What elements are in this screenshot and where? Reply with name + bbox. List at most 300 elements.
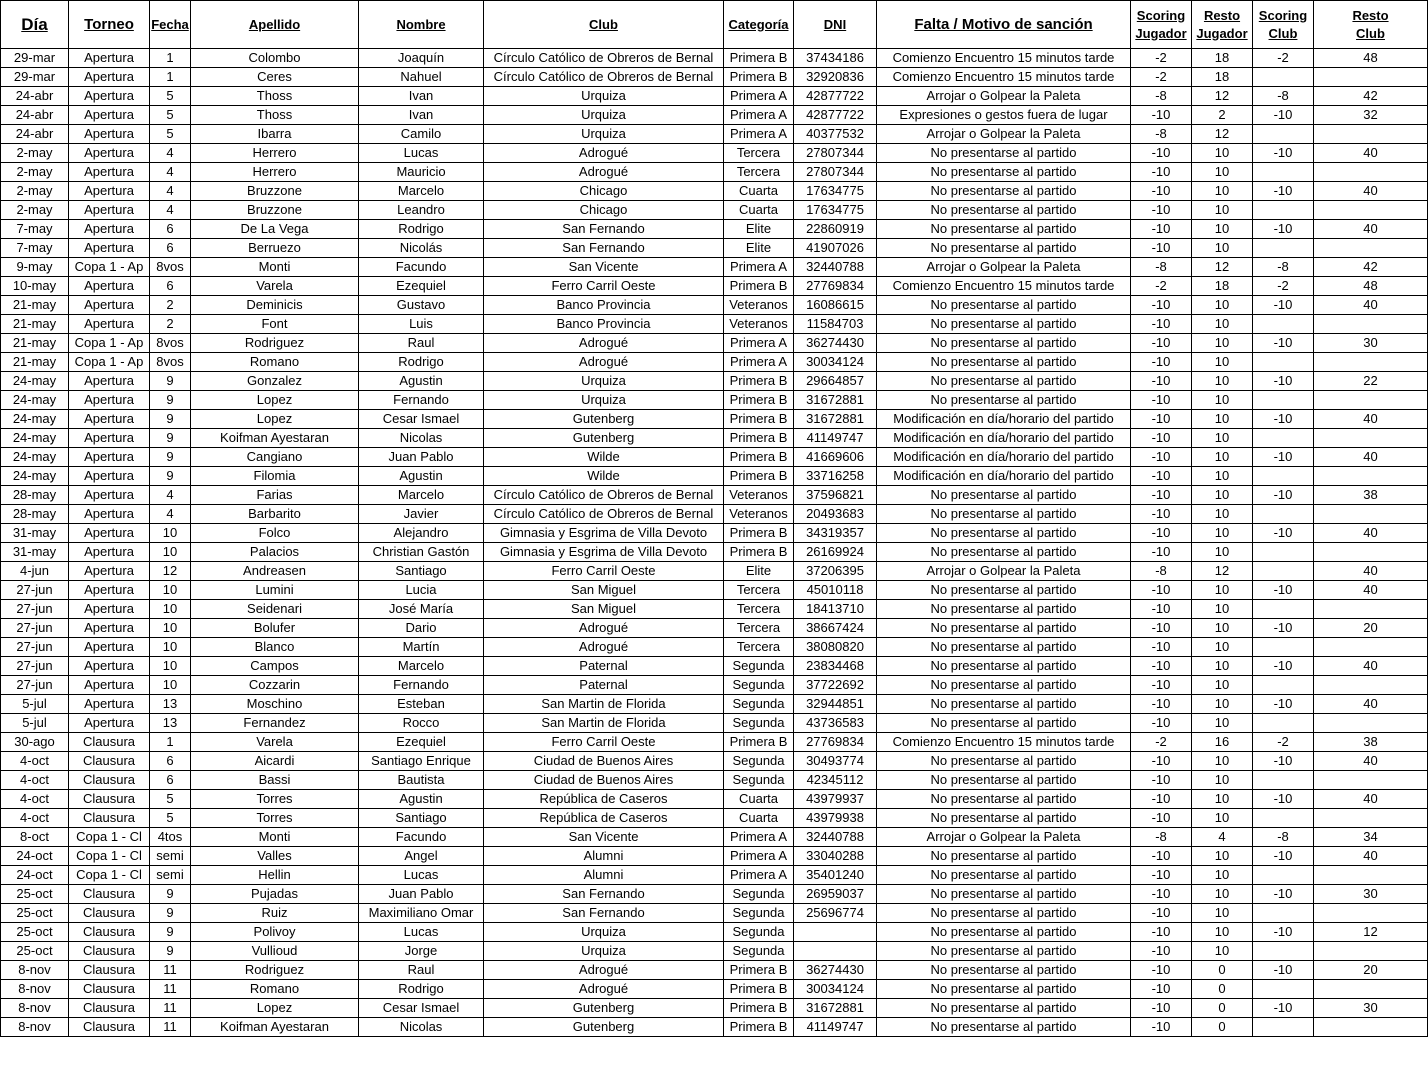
cell-fecha: 9 <box>150 372 191 391</box>
cell-apellido: Romano <box>191 353 359 372</box>
cell-dni: 35401240 <box>794 866 877 885</box>
cell-scoring-jugador: -10 <box>1131 942 1192 961</box>
cell-apellido: Koifman Ayestaran <box>191 429 359 448</box>
cell-club: San Vicente <box>484 828 724 847</box>
cell-scoring-club <box>1253 239 1314 258</box>
cell-fecha: 8vos <box>150 258 191 277</box>
header-scoring-jugador-line2: Jugador <box>1135 25 1187 41</box>
cell-categoria: Segunda <box>724 714 794 733</box>
cell-nombre: Javier <box>359 505 484 524</box>
cell-falta: Modificación en día/horario del partido <box>877 467 1131 486</box>
table-row <box>1 49 1428 68</box>
table-row <box>1 790 1428 809</box>
cell-club: Adrogué <box>484 980 724 999</box>
cell-scoring-club <box>1253 942 1314 961</box>
cell-scoring-club: -10 <box>1253 106 1314 125</box>
table-row <box>1 771 1428 790</box>
cell-torneo: Apertura <box>69 239 150 258</box>
cell-fecha: 8vos <box>150 353 191 372</box>
cell-dni: 26169924 <box>794 543 877 562</box>
cell-dni <box>794 942 877 961</box>
cell-categoria: Segunda <box>724 676 794 695</box>
cell-fecha: 4 <box>150 201 191 220</box>
table-row <box>1 904 1428 923</box>
cell-torneo: Clausura <box>69 980 150 999</box>
header-scoring-club <box>1253 1 1314 49</box>
cell-apellido: Bruzzone <box>191 201 359 220</box>
cell-dni: 43736583 <box>794 714 877 733</box>
cell-club: Chicago <box>484 201 724 220</box>
cell-club: Gutenberg <box>484 429 724 448</box>
cell-resto-club <box>1314 809 1428 828</box>
cell-torneo: Apertura <box>69 315 150 334</box>
cell-dni: 36274430 <box>794 961 877 980</box>
cell-resto-club: 38 <box>1314 733 1428 752</box>
cell-club: Urquiza <box>484 87 724 106</box>
cell-falta: No presentarse al partido <box>877 790 1131 809</box>
cell-apellido: Cozzarin <box>191 676 359 695</box>
cell-dia: 24-oct <box>1 866 69 885</box>
cell-apellido: Bolufer <box>191 619 359 638</box>
cell-falta: No presentarse al partido <box>877 657 1131 676</box>
table-row <box>1 714 1428 733</box>
cell-scoring-jugador: -10 <box>1131 790 1192 809</box>
cell-apellido: Ibarra <box>191 125 359 144</box>
cell-apellido: Herrero <box>191 163 359 182</box>
cell-nombre: Nicolas <box>359 1018 484 1037</box>
cell-resto-jugador: 10 <box>1192 676 1253 695</box>
cell-resto-jugador: 10 <box>1192 809 1253 828</box>
cell-nombre: Santiago <box>359 562 484 581</box>
cell-fecha: 6 <box>150 771 191 790</box>
cell-falta: Comienzo Encuentro 15 minutos tarde <box>877 277 1131 296</box>
cell-fecha: 10 <box>150 524 191 543</box>
cell-dia: 8-nov <box>1 961 69 980</box>
cell-dia: 28-may <box>1 505 69 524</box>
cell-falta: Arrojar o Golpear la Paleta <box>877 125 1131 144</box>
cell-torneo: Apertura <box>69 49 150 68</box>
cell-fecha: 6 <box>150 277 191 296</box>
header-nombre: Nombre <box>359 1 484 49</box>
cell-dia: 9-may <box>1 258 69 277</box>
cell-dia: 21-may <box>1 315 69 334</box>
cell-dni: 18413710 <box>794 600 877 619</box>
cell-fecha: 9 <box>150 467 191 486</box>
cell-torneo: Copa 1 - Cl <box>69 828 150 847</box>
cell-nombre: Luis <box>359 315 484 334</box>
header-categoria: Categoría <box>724 1 794 49</box>
cell-nombre: Rocco <box>359 714 484 733</box>
cell-dni: 34319357 <box>794 524 877 543</box>
cell-fecha: semi <box>150 847 191 866</box>
cell-dni: 41669606 <box>794 448 877 467</box>
cell-apellido: Lopez <box>191 391 359 410</box>
cell-falta: No presentarse al partido <box>877 239 1131 258</box>
cell-fecha: 4 <box>150 505 191 524</box>
cell-dni: 32440788 <box>794 828 877 847</box>
cell-nombre: Raul <box>359 961 484 980</box>
cell-categoria: Veteranos <box>724 296 794 315</box>
cell-club: Adrogué <box>484 353 724 372</box>
cell-nombre: Gustavo <box>359 296 484 315</box>
cell-apellido: Filomia <box>191 467 359 486</box>
cell-club: Círculo Católico de Obreros de Bernal <box>484 505 724 524</box>
header-torneo: Torneo <box>69 1 150 49</box>
cell-scoring-club: -10 <box>1253 885 1314 904</box>
cell-scoring-jugador: -10 <box>1131 904 1192 923</box>
cell-dni: 30034124 <box>794 353 877 372</box>
cell-torneo: Clausura <box>69 790 150 809</box>
table-row <box>1 581 1428 600</box>
cell-scoring-jugador: -8 <box>1131 828 1192 847</box>
cell-dni: 20493683 <box>794 505 877 524</box>
cell-dni: 23834468 <box>794 657 877 676</box>
cell-falta: Comienzo Encuentro 15 minutos tarde <box>877 68 1131 87</box>
cell-dni: 29664857 <box>794 372 877 391</box>
cell-scoring-club <box>1253 638 1314 657</box>
cell-club: Adrogué <box>484 334 724 353</box>
cell-apellido: Ruiz <box>191 904 359 923</box>
cell-falta: No presentarse al partido <box>877 752 1131 771</box>
cell-resto-jugador: 10 <box>1192 524 1253 543</box>
cell-nombre: Ezequiel <box>359 733 484 752</box>
cell-nombre: Agustin <box>359 467 484 486</box>
cell-dni: 26959037 <box>794 885 877 904</box>
cell-torneo: Apertura <box>69 391 150 410</box>
cell-dni: 31672881 <box>794 410 877 429</box>
cell-categoria: Primera B <box>724 1018 794 1037</box>
cell-resto-club: 48 <box>1314 277 1428 296</box>
cell-nombre: Jorge <box>359 942 484 961</box>
header-scoring-jugador <box>1131 1 1192 49</box>
cell-dia: 4-jun <box>1 562 69 581</box>
cell-falta: No presentarse al partido <box>877 391 1131 410</box>
cell-torneo: Apertura <box>69 106 150 125</box>
cell-categoria: Cuarta <box>724 790 794 809</box>
cell-categoria: Veteranos <box>724 315 794 334</box>
cell-scoring-jugador: -10 <box>1131 163 1192 182</box>
cell-dia: 24-abr <box>1 87 69 106</box>
cell-falta: Arrojar o Golpear la Paleta <box>877 87 1131 106</box>
cell-scoring-club <box>1253 771 1314 790</box>
cell-falta: No presentarse al partido <box>877 771 1131 790</box>
cell-resto-club: 40 <box>1314 695 1428 714</box>
cell-dni: 27807344 <box>794 163 877 182</box>
cell-nombre: Ezequiel <box>359 277 484 296</box>
cell-apellido: Fernandez <box>191 714 359 733</box>
cell-club: Círculo Católico de Obreros de Bernal <box>484 49 724 68</box>
cell-torneo: Apertura <box>69 505 150 524</box>
cell-resto-jugador: 10 <box>1192 866 1253 885</box>
cell-club: Paternal <box>484 676 724 695</box>
cell-club: San Martin de Florida <box>484 695 724 714</box>
table-row <box>1 505 1428 524</box>
cell-resto-jugador: 10 <box>1192 923 1253 942</box>
cell-fecha: 13 <box>150 695 191 714</box>
cell-resto-club: 40 <box>1314 448 1428 467</box>
cell-scoring-club <box>1253 505 1314 524</box>
cell-falta: Arrojar o Golpear la Paleta <box>877 258 1131 277</box>
cell-dni: 36274430 <box>794 334 877 353</box>
cell-nombre: Juan Pablo <box>359 885 484 904</box>
cell-nombre: Leandro <box>359 201 484 220</box>
header-falta: Falta / Motivo de sanción <box>877 1 1131 49</box>
cell-categoria: Cuarta <box>724 809 794 828</box>
cell-fecha: 10 <box>150 581 191 600</box>
cell-resto-club <box>1314 315 1428 334</box>
cell-nombre: Camilo <box>359 125 484 144</box>
cell-dni: 17634775 <box>794 201 877 220</box>
table-row <box>1 543 1428 562</box>
table-row <box>1 220 1428 239</box>
table-row <box>1 448 1428 467</box>
cell-categoria: Primera A <box>724 87 794 106</box>
table-row <box>1 87 1428 106</box>
cell-resto-club: 40 <box>1314 220 1428 239</box>
cell-resto-jugador: 10 <box>1192 467 1253 486</box>
cell-resto-club: 30 <box>1314 885 1428 904</box>
cell-scoring-jugador: -10 <box>1131 809 1192 828</box>
cell-resto-jugador: 10 <box>1192 942 1253 961</box>
cell-resto-jugador: 10 <box>1192 391 1253 410</box>
cell-scoring-club: -10 <box>1253 334 1314 353</box>
cell-scoring-club: -2 <box>1253 49 1314 68</box>
cell-nombre: Mauricio <box>359 163 484 182</box>
cell-club: San Miguel <box>484 600 724 619</box>
cell-dia: 8-oct <box>1 828 69 847</box>
cell-falta: No presentarse al partido <box>877 999 1131 1018</box>
cell-nombre: Cesar Ismael <box>359 410 484 429</box>
cell-scoring-jugador: -10 <box>1131 410 1192 429</box>
cell-resto-club: 40 <box>1314 182 1428 201</box>
table-row <box>1 980 1428 999</box>
cell-scoring-club <box>1253 676 1314 695</box>
header-resto-club-line2: Club <box>1356 25 1385 41</box>
cell-dni: 40377532 <box>794 125 877 144</box>
cell-scoring-club: -2 <box>1253 733 1314 752</box>
cell-nombre: Maximiliano Omar <box>359 904 484 923</box>
cell-dni: 31672881 <box>794 391 877 410</box>
table-row <box>1 391 1428 410</box>
cell-resto-club <box>1314 600 1428 619</box>
cell-categoria: Tercera <box>724 163 794 182</box>
cell-resto-jugador: 10 <box>1192 239 1253 258</box>
cell-scoring-club <box>1253 1018 1314 1037</box>
cell-categoria: Primera A <box>724 258 794 277</box>
cell-falta: No presentarse al partido <box>877 315 1131 334</box>
cell-resto-club: 40 <box>1314 581 1428 600</box>
cell-resto-club <box>1314 125 1428 144</box>
cell-apellido: Valles <box>191 847 359 866</box>
cell-categoria: Primera B <box>724 49 794 68</box>
cell-nombre: Facundo <box>359 828 484 847</box>
cell-dni: 33716258 <box>794 467 877 486</box>
cell-categoria: Tercera <box>724 638 794 657</box>
cell-resto-jugador: 10 <box>1192 695 1253 714</box>
cell-resto-jugador: 12 <box>1192 125 1253 144</box>
table-row <box>1 353 1428 372</box>
cell-resto-jugador: 10 <box>1192 714 1253 733</box>
cell-dia: 24-may <box>1 410 69 429</box>
cell-scoring-jugador: -10 <box>1131 334 1192 353</box>
cell-torneo: Copa 1 - Ap <box>69 353 150 372</box>
cell-torneo: Apertura <box>69 448 150 467</box>
cell-dia: 31-may <box>1 524 69 543</box>
cell-club: Ferro Carril Oeste <box>484 733 724 752</box>
cell-apellido: Moschino <box>191 695 359 714</box>
cell-falta: No presentarse al partido <box>877 885 1131 904</box>
cell-fecha: 5 <box>150 87 191 106</box>
cell-dni: 42345112 <box>794 771 877 790</box>
cell-apellido: Lopez <box>191 410 359 429</box>
cell-apellido: Colombo <box>191 49 359 68</box>
cell-nombre: Rodrigo <box>359 353 484 372</box>
cell-resto-jugador: 16 <box>1192 733 1253 752</box>
cell-fecha: 10 <box>150 657 191 676</box>
cell-apellido: Herrero <box>191 144 359 163</box>
cell-resto-jugador: 10 <box>1192 847 1253 866</box>
cell-dia: 2-may <box>1 144 69 163</box>
cell-resto-club <box>1314 201 1428 220</box>
cell-dia: 27-jun <box>1 657 69 676</box>
cell-resto-jugador: 18 <box>1192 68 1253 87</box>
cell-torneo: Clausura <box>69 809 150 828</box>
cell-categoria: Primera B <box>724 999 794 1018</box>
cell-resto-club <box>1314 980 1428 999</box>
cell-resto-jugador: 10 <box>1192 220 1253 239</box>
cell-torneo: Apertura <box>69 296 150 315</box>
cell-falta: No presentarse al partido <box>877 524 1131 543</box>
cell-categoria: Segunda <box>724 695 794 714</box>
cell-dni: 11584703 <box>794 315 877 334</box>
cell-resto-club <box>1314 353 1428 372</box>
cell-scoring-jugador: -2 <box>1131 49 1192 68</box>
cell-club: Gimnasia y Esgrima de Villa Devoto <box>484 543 724 562</box>
header-resto-jugador-line2: Jugador <box>1196 25 1248 41</box>
cell-scoring-club: -10 <box>1253 220 1314 239</box>
cell-club: Gimnasia y Esgrima de Villa Devoto <box>484 524 724 543</box>
cell-scoring-club <box>1253 68 1314 87</box>
cell-torneo: Clausura <box>69 999 150 1018</box>
cell-fecha: 5 <box>150 125 191 144</box>
cell-torneo: Clausura <box>69 771 150 790</box>
cell-nombre: Nicolas <box>359 429 484 448</box>
cell-nombre: Angel <box>359 847 484 866</box>
cell-falta: No presentarse al partido <box>877 923 1131 942</box>
cell-scoring-jugador: -10 <box>1131 182 1192 201</box>
cell-dia: 21-may <box>1 296 69 315</box>
cell-falta: No presentarse al partido <box>877 372 1131 391</box>
header-row <box>1 1 1428 49</box>
cell-nombre: Nicolás <box>359 239 484 258</box>
cell-resto-club: 34 <box>1314 828 1428 847</box>
cell-categoria: Segunda <box>724 942 794 961</box>
cell-resto-club: 30 <box>1314 334 1428 353</box>
cell-resto-club: 40 <box>1314 144 1428 163</box>
cell-apellido: Rodriguez <box>191 961 359 980</box>
cell-nombre: Rodrigo <box>359 980 484 999</box>
cell-torneo: Apertura <box>69 619 150 638</box>
cell-nombre: Esteban <box>359 695 484 714</box>
cell-torneo: Apertura <box>69 676 150 695</box>
cell-falta: No presentarse al partido <box>877 904 1131 923</box>
cell-categoria: Primera B <box>724 68 794 87</box>
cell-dni: 43979938 <box>794 809 877 828</box>
cell-scoring-jugador: -10 <box>1131 999 1192 1018</box>
header-scoring-club-line2: Club <box>1268 25 1298 41</box>
table-row <box>1 410 1428 429</box>
cell-categoria: Segunda <box>724 771 794 790</box>
cell-scoring-jugador: -10 <box>1131 372 1192 391</box>
cell-nombre: Juan Pablo <box>359 448 484 467</box>
cell-torneo: Apertura <box>69 695 150 714</box>
cell-resto-jugador: 10 <box>1192 638 1253 657</box>
cell-torneo: Copa 1 - Cl <box>69 847 150 866</box>
cell-categoria: Cuarta <box>724 201 794 220</box>
cell-resto-jugador: 10 <box>1192 885 1253 904</box>
cell-scoring-club <box>1253 600 1314 619</box>
cell-club: Ferro Carril Oeste <box>484 277 724 296</box>
cell-torneo: Apertura <box>69 524 150 543</box>
cell-apellido: Torres <box>191 809 359 828</box>
cell-apellido: Polivoy <box>191 923 359 942</box>
cell-categoria: Cuarta <box>724 182 794 201</box>
cell-categoria: Elite <box>724 220 794 239</box>
cell-club: Gutenberg <box>484 999 724 1018</box>
cell-resto-jugador: 10 <box>1192 581 1253 600</box>
cell-club: San Miguel <box>484 581 724 600</box>
cell-nombre: Santiago Enrique <box>359 752 484 771</box>
cell-apellido: Monti <box>191 258 359 277</box>
cell-dni: 38667424 <box>794 619 877 638</box>
cell-resto-club: 40 <box>1314 847 1428 866</box>
cell-apellido: Folco <box>191 524 359 543</box>
cell-dia: 27-jun <box>1 600 69 619</box>
cell-apellido: Varela <box>191 733 359 752</box>
table-row <box>1 429 1428 448</box>
cell-dia: 7-may <box>1 239 69 258</box>
cell-club: Banco Provincia <box>484 296 724 315</box>
cell-club: Urquiza <box>484 125 724 144</box>
cell-resto-jugador: 10 <box>1192 752 1253 771</box>
cell-torneo: Apertura <box>69 220 150 239</box>
cell-resto-club: 40 <box>1314 524 1428 543</box>
cell-dia: 27-jun <box>1 581 69 600</box>
table-row <box>1 809 1428 828</box>
cell-resto-club: 40 <box>1314 562 1428 581</box>
cell-scoring-jugador: -10 <box>1131 543 1192 562</box>
cell-torneo: Clausura <box>69 752 150 771</box>
cell-scoring-club: -10 <box>1253 296 1314 315</box>
cell-dni: 32920836 <box>794 68 877 87</box>
cell-dia: 24-oct <box>1 847 69 866</box>
cell-scoring-jugador: -10 <box>1131 391 1192 410</box>
table-row <box>1 315 1428 334</box>
table-row <box>1 296 1428 315</box>
cell-nombre: Martín <box>359 638 484 657</box>
cell-scoring-club: -10 <box>1253 524 1314 543</box>
header-scoring-club-line1: Scoring <box>1258 7 1308 23</box>
cell-falta: No presentarse al partido <box>877 1018 1131 1037</box>
cell-categoria: Primera A <box>724 125 794 144</box>
cell-scoring-jugador: -10 <box>1131 885 1192 904</box>
cell-falta: Arrojar o Golpear la Paleta <box>877 562 1131 581</box>
header-fecha: Fecha <box>150 1 191 49</box>
cell-dia: 4-oct <box>1 790 69 809</box>
cell-fecha: 4 <box>150 144 191 163</box>
cell-scoring-jugador: -10 <box>1131 448 1192 467</box>
cell-apellido: Font <box>191 315 359 334</box>
